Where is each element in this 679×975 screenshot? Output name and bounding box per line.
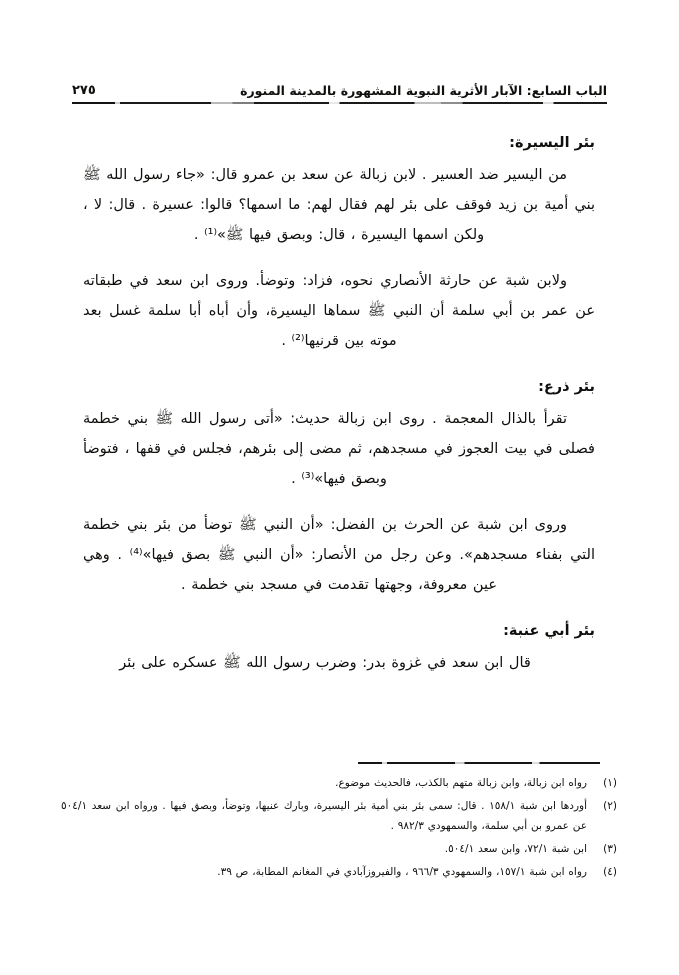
footnote-text: أوردها ابن شبة ١٥٨/١ . قال: سمى بئر بني أمية بئر اليسيرة، وبارك عنيها، وتوضأ، وبصق فيها . ورواه ابن سعد ٥٠٤/١ عن عمرو بن أبي سلمة، والسمهودي ٩٨٢/٣ . [61,800,587,832]
footnote-marker: (٣) [603,842,617,855]
footnotes-block [61,774,617,886]
section-heading-bir-dhara: بئر ذرع: [538,378,595,395]
paragraph: تقرأ بالذال المعجمة . روى ابن زبالة حديث: «أتى رسول الله ﷺ بني خطمة فصلى في بيت العجوز في مسجدهم، ثم مضى إلى بئرهم، فجلس في قفها ، فتوضأ وبصق فيها»⁽³⁾ . [83,410,595,487]
paragraph: وروى ابن شبة عن الحرث بن الفضل: «أن النبي ﷺ توضأ من بئر بني خطمة التي بفناء مسجدهم». وعن رجل من الأنصار: «أن النبي ﷺ بصق فيها»⁽⁴⁾ . وهي عين معروفة، وجهتها تقدمت في مسجد بني خطمة . [83,516,596,593]
section-heading-bir-al-yasira: بئر اليسيرة: [509,135,595,151]
header-divider-rule [72,102,607,104]
footnote-item [61,863,617,883]
section-heading-bir-abi-inaba: بئر أبي عنبة: [503,622,595,639]
footnote-marker: (٢) [603,800,617,812]
footnote-item [61,840,617,860]
footnote-separator-rule [358,762,600,764]
page-number: ٢٧٥ [72,83,96,98]
header-chapter-title: الباب السابع: الآبار الأثرية النبوية المشهورة بالمدينة المنورة [240,83,607,99]
paragraph: من اليسير ضد العسير . لابن زبالة عن سعد بن عمرو قال: «جاء رسول الله ﷺ بني أمية بن زيد فوقف على بئر لهم فقال لهم: ما اسمها؟ قالوا: عسيرة . قال: لا ، ولكن اسمها اليسيرة ، قال: وبصق فيها ﷺ»⁽¹⁾ . [83,166,595,243]
footnote-text: ابن شبة ٧٢/١، وابن سعد ٥٠٤/١. [444,842,587,855]
paragraph: قال ابن سعد في غزوة بدر: وضرب رسول الله ﷺ عسكره على بئر [119,654,531,671]
footnote-marker: (١) [603,777,617,789]
paragraph: ولابن شبة عن حارثة الأنصاري نحوه، فزاد: وتوضأ. وروى ابن سعد في طبقاته عن عمر بن أبي سلمة أن النبي ﷺ سماها اليسيرة، وأن أباه أبا سلمة غسل بعد موته بين قرنيها⁽²⁾ . [83,272,595,349]
footnote-item [61,797,617,836]
footnote-item [61,774,617,794]
running-header [72,72,607,98]
footnote-text: رواه ابن زبالة، وابن زبالة متهم بالكذب، فالحديث موضوع. [335,777,587,789]
footnote-text: رواه ابن شبة ١٥٧/١، والسمهودي ٩٦٦/٣ ، والفيروزآبادي في المغانم المطابة، ص ٣٩. [217,865,587,878]
body-text-column [83,134,595,678]
footnote-marker: (٤) [603,865,617,878]
